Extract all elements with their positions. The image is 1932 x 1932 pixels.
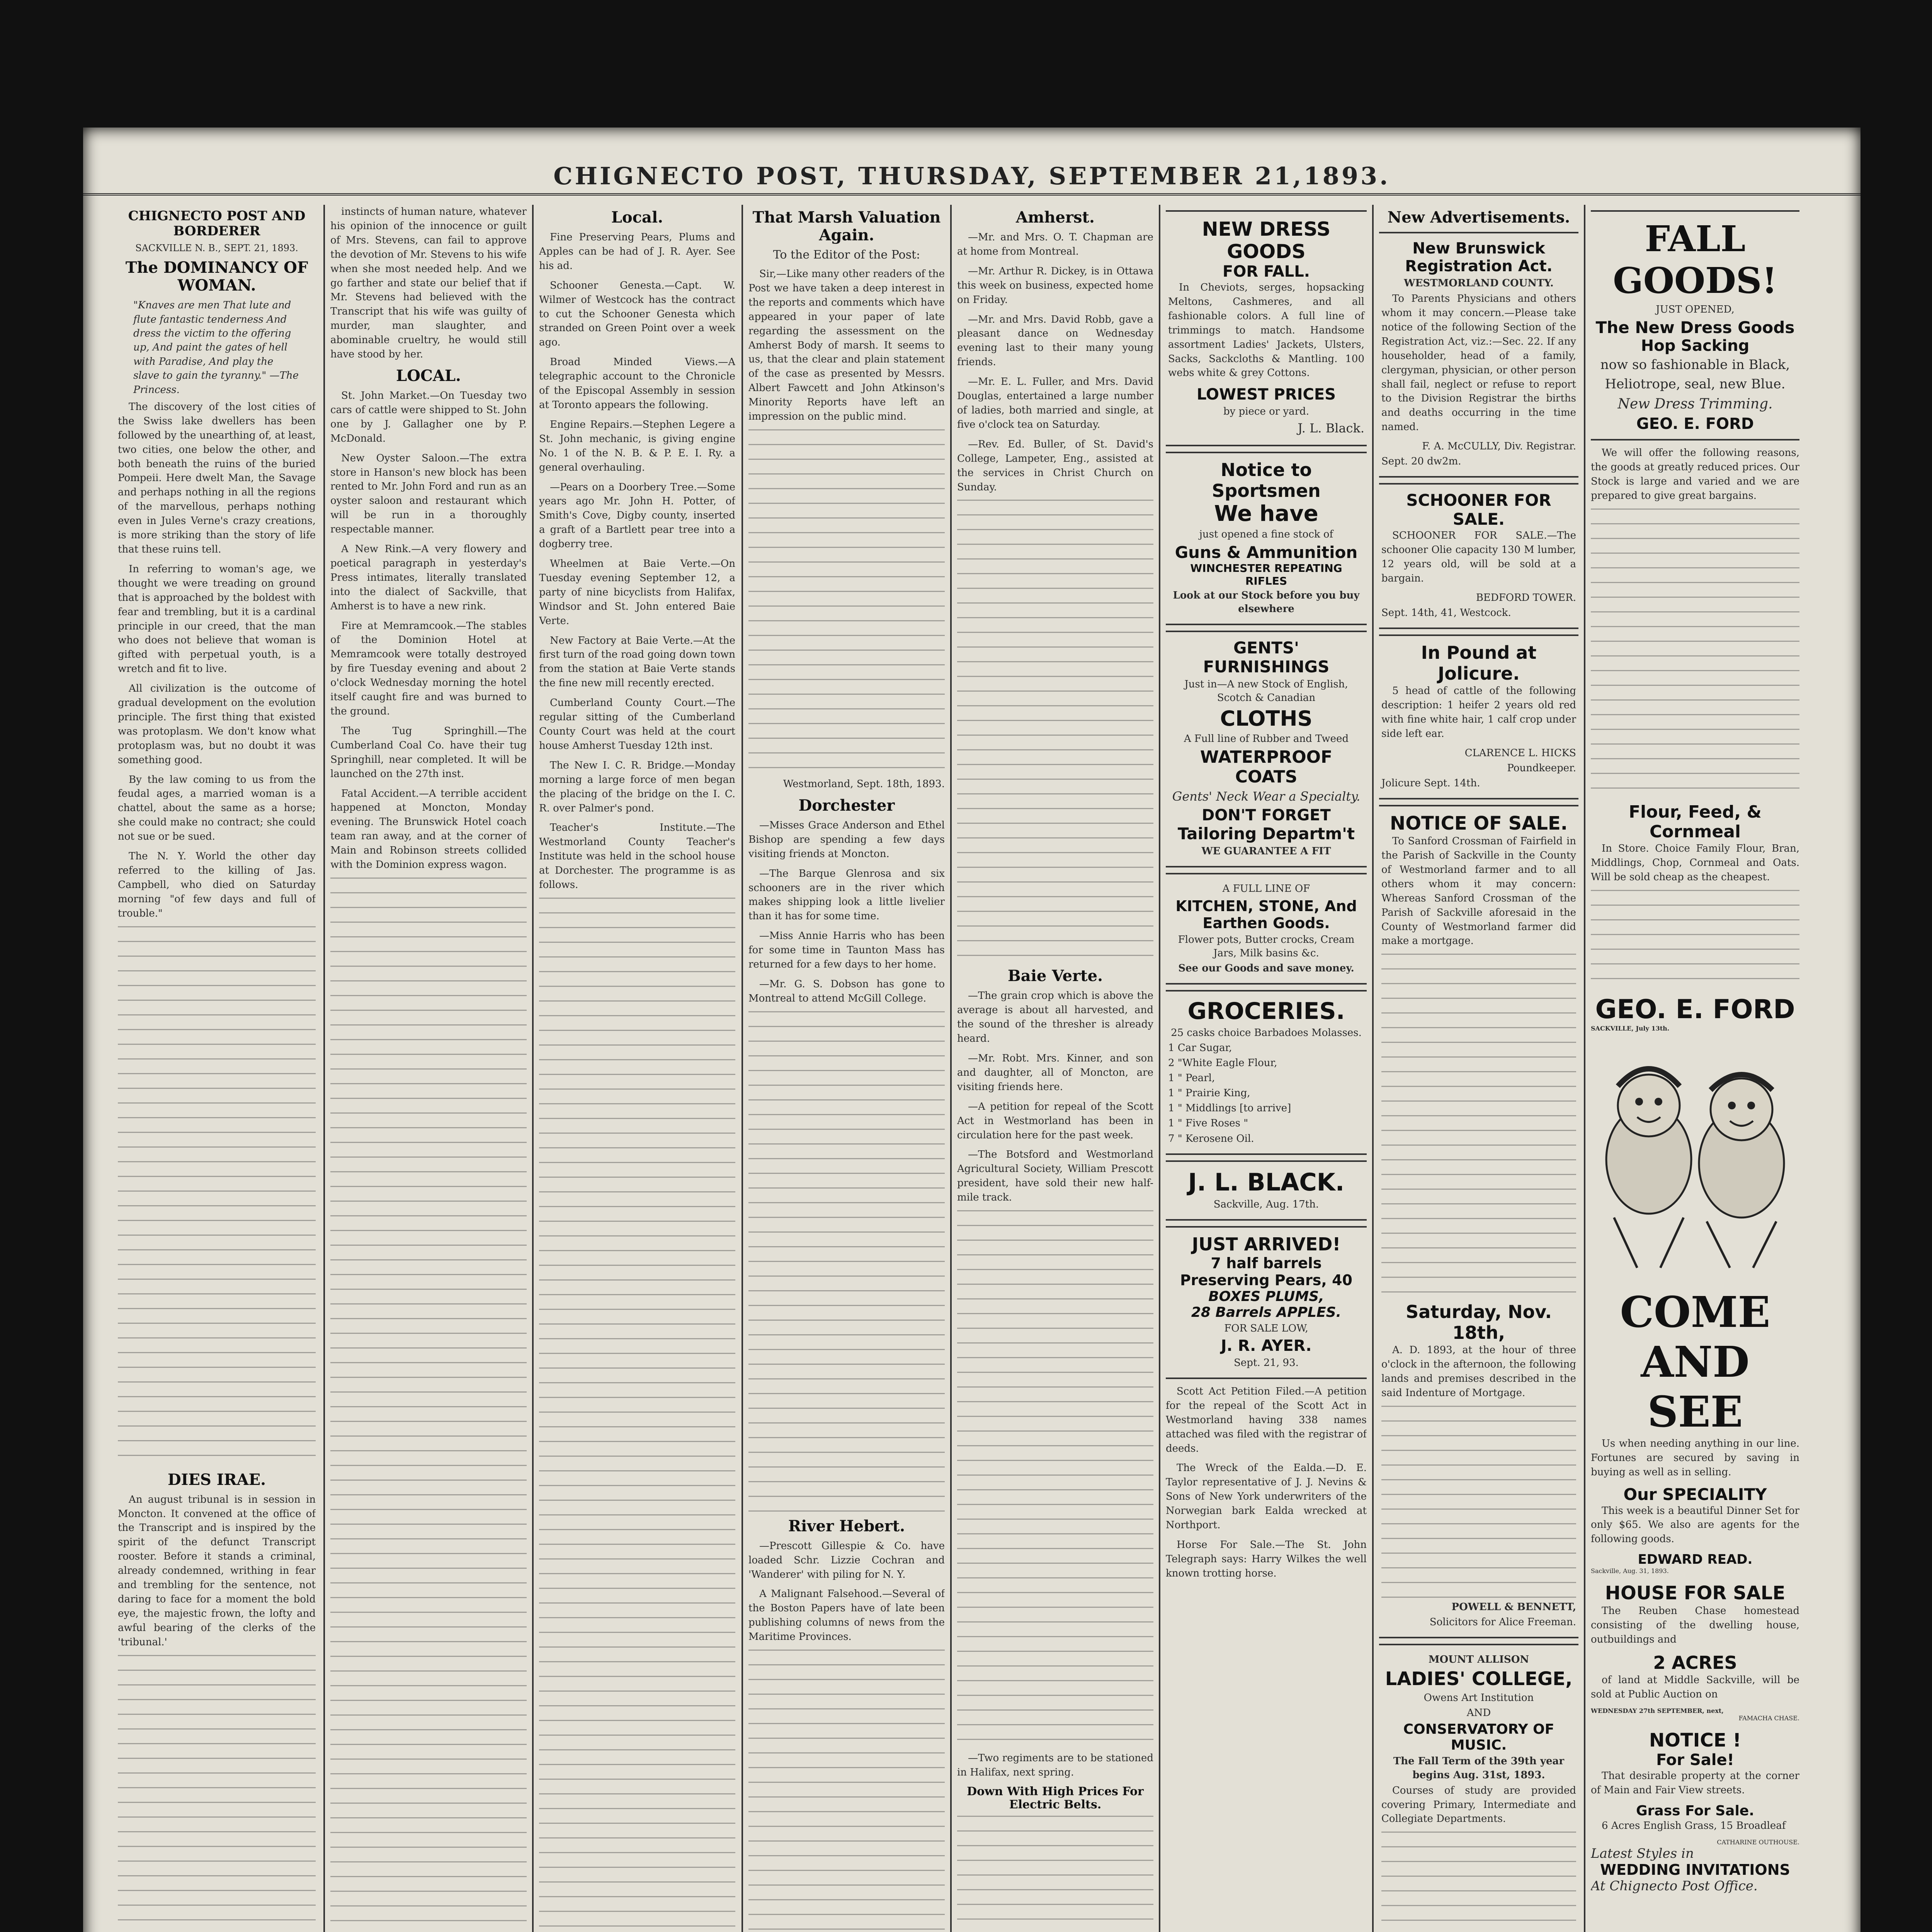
- ad-title: HOUSE FOR SALE: [1605, 1582, 1786, 1604]
- local-item: Cumberland County Court.—The regular sitting of the Cumberland County Court was held at the court house Amherst Tuesday 12th inst.: [539, 697, 735, 752]
- ad-title: FOR FALL.: [1223, 263, 1310, 281]
- ad-body: To Sanford Crossman of Fairfield in the Parish of Sackville in the County of Westmorland farmer and to all others whom it may concern: Whereas Sanford Crossman of the Parish of Sackville aforesaid in the County of Westmorland farmer did make a mortgage.: [1381, 835, 1576, 947]
- ad-text: Heliotrope, seal, new Blue.: [1605, 376, 1786, 392]
- text-block: [539, 898, 735, 1932]
- ad-text: Sackville, Aug. 17th.: [1213, 1198, 1319, 1210]
- local-item: —Mr. E. L. Fuller, and Mrs. David Douglas, entertained a large number of ladies, both married and single, at five o'clock tea on Saturday.: [957, 376, 1153, 430]
- local-item: —Mr. and Mrs. O. T. Chapman are at home from Montreal.: [957, 231, 1153, 257]
- local-item: —Two regiments are to be stationed in Halifax, next spring.: [957, 1752, 1153, 1778]
- article-paragraph: instincts of human nature, whatever his opinion of the innocence or guilt of Mrs. Stevens, can fail to approve the devotion of Mr. Stevens to his wife when she most needed help. And we go farther and state our belief that if Mr. Stevens had believed with the Transcript that his wife was guilty of murder, man slaughter, and abominable crueltry, he would still have stood by her.: [330, 206, 527, 361]
- column-5: [957, 205, 1153, 1932]
- ad-signature: POWELL & BENNETT,: [1451, 1601, 1576, 1613]
- ad-signature: CLARENCE L. HICKS: [1464, 747, 1576, 759]
- column-6: [1166, 205, 1367, 1932]
- ad-subtitle: WESTMORLAND COUNTY.: [1404, 277, 1554, 289]
- article-paragraph: In referring to woman's age, we thought we were treading on ground that is approached by the boldest with fear and trembling, but it is a cardinal principle in our creed, that the man who does not believe that woman is gifted with perpetual youth, is a wretch and fit to live.: [118, 563, 316, 675]
- ad-and: AND: [1641, 1337, 1750, 1387]
- local-item: A Malignant Falsehood.—Several of the Boston Papers have of late been publishing columns of news from the Maritime Provinces.: [748, 1588, 945, 1643]
- ad-title: JUST ARRIVED!: [1192, 1233, 1341, 1255]
- masthead: [83, 158, 1861, 196]
- ad-notice-of-sale: [1379, 805, 1578, 1638]
- local-item: Teacher's Institute.—The Westmorland County Teacher's Institute was held in the school house at Dorchester. The programme is as follows.: [539, 822, 735, 891]
- section-heading: Local.: [611, 208, 663, 226]
- ad-date: SACKVILLE, July 13th.: [1591, 1024, 1670, 1032]
- ad-signature: EDWARD READ.: [1638, 1552, 1753, 1568]
- ad-text: FOR SALE LOW,: [1224, 1322, 1308, 1334]
- local-item: The Tug Springhill.—The Cumberland Coal Co. have their tug Springhill, near completed. It will be launched on the 27th inst.: [330, 725, 527, 780]
- ad-sportsmen: [1166, 452, 1367, 625]
- ad-body: This week is a beautiful Dinner Set for only $65. We also are agents for the following goods.: [1591, 1505, 1799, 1545]
- ad-body: In Store. Choice Family Flour, Bran, Middlings, Chop, Cornmeal and Oats. Will be sold cheap as the cheapest.: [1591, 843, 1799, 883]
- ad-dress-goods: [1166, 210, 1367, 446]
- ad-fall-goods: [1591, 210, 1799, 440]
- ad-text: Flower pots, Butter crocks, Cream Jars, Milk basins &c.: [1178, 934, 1355, 959]
- column-rule: [1159, 205, 1160, 1932]
- paper-title: CHIGNECTO POST AND BORDERER: [128, 208, 306, 239]
- ad-date: Sackville, Aug. 31, 1893.: [1591, 1567, 1669, 1575]
- ad-title: WEDDING INVITATIONS: [1600, 1861, 1790, 1878]
- local-item: —Miss Annie Harris who has been for some time in Taunton Mass has returned for a few days to her home.: [748, 930, 945, 971]
- ad-text: just opened a fine stock of: [1199, 528, 1333, 540]
- ad-title: Registration Act.: [1405, 257, 1553, 275]
- ad-text: now so fashionable in Black,: [1600, 357, 1790, 373]
- local-item: —Mr. Robt. Mrs. Kinner, and son and daughter, all of Moncton, are visiting friends here.: [957, 1053, 1153, 1093]
- ad-body: A. D. 1893, at the hour of three o'clock in the afternoon, the following lands and premises described in the said Indenture of Mortgage.: [1381, 1344, 1576, 1399]
- ad-text: The New Dress Goods: [1595, 318, 1795, 337]
- ad-signature: Poundkeeper.: [1507, 762, 1576, 774]
- ad-body: Us when needing anything in our line. Fortunes are secured by saving in buying as well as in selling.: [1591, 1437, 1799, 1478]
- ad-text: WATERPROOF COATS: [1200, 747, 1333, 787]
- ad-title: Our SPECIALITY: [1623, 1485, 1767, 1504]
- ad-pound: [1379, 634, 1578, 799]
- letter-salutation: To the Editor of the Post:: [773, 248, 920, 262]
- text-block: [118, 926, 316, 1467]
- text-block: [1381, 1406, 1576, 1599]
- ad-signature: GEO. E. FORD: [1636, 415, 1754, 433]
- ad-signature: Solicitors for Alice Freeman.: [1429, 1616, 1576, 1628]
- ad-text: AND: [1466, 1707, 1491, 1719]
- ad-title: New Brunswick: [1412, 240, 1545, 257]
- text-block: [1591, 509, 1799, 802]
- ad-text: Owens Art Institution: [1423, 1692, 1534, 1704]
- column-rule: [532, 205, 534, 1932]
- text-block: [1381, 954, 1576, 1301]
- ad-kitchen-goods: [1166, 873, 1367, 984]
- local-item: A New Rink.—A very flowery and poetical paragraph in yesterday's Press intimates, literally translated into the dialect of Sackville, that Amherst is to have a new rink.: [330, 543, 527, 612]
- ad-text: Just in—A new Stock of English, Scotch & Canadian: [1184, 678, 1348, 704]
- ad-registration-act: [1379, 232, 1578, 478]
- ad-text: Hop Sacking: [1641, 337, 1750, 355]
- local-item: Fine Preserving Pears, Plums and Apples can be had of J. R. Ayer. See his ad.: [539, 231, 735, 272]
- ad-signature: F. A. McCULLY, Div. Registrar.: [1422, 440, 1576, 452]
- local-item: —Mr. G. S. Dobson has gone to Montreal to attend McGill College.: [748, 978, 945, 1004]
- text-block: [748, 1011, 945, 1514]
- letter-dateline: Westmorland, Sept. 18th, 1893.: [783, 778, 945, 790]
- ad-text: 2 ACRES: [1653, 1652, 1737, 1673]
- ad-body: To Parents Physicians and others whom it may concern.—Please take notice of the following Section of the Registration Act, viz.:—Sec. 22. If any householder, head of a family, clergyman, physician, or other person shall fail, neglect or refuse to report to the Division Registrar the births and deaths occurring in the time named.: [1381, 293, 1576, 433]
- ad-title: LADIES' COLLEGE,: [1385, 1668, 1573, 1690]
- text-block: [1381, 1832, 1576, 1932]
- text-block: [957, 500, 1153, 963]
- ad-title: Flour, Feed, & Cornmeal: [1629, 802, 1762, 842]
- text-block: [957, 1210, 1153, 1751]
- local-item: —The Barque Glenrosa and six schooners are in the river which makes shipping look a little livelier than it has for some time.: [748, 867, 945, 922]
- ad-title: Notice to Sportsmen: [1212, 459, 1321, 501]
- ad-list-item: 1 " Middlings [to arrive]: [1168, 1102, 1291, 1114]
- local-item: —The grain crop which is above the average is about all harvested, and the sound of the thresher is already heard.: [957, 990, 1153, 1045]
- local-item: —Mr. Arthur R. Dickey, is in Ottawa this week on business, expected home on Friday.: [957, 265, 1153, 306]
- ad-text: 28 Barrels APPLES.: [1191, 1304, 1342, 1320]
- local-item: Schooner Genesta.—Capt. W. Wilmer of Westcock has the contract to cut the Schooner Genesta which stranded on Green Point over a week ago.: [539, 279, 735, 349]
- ad-text: New Dress Trimming.: [1617, 396, 1773, 412]
- ad-text: A Full line of Rubber and Tweed: [1184, 733, 1349, 745]
- ad-date: Sept. 21, 93.: [1234, 1357, 1299, 1369]
- text-block: [118, 1655, 316, 1932]
- ad-body: That desirable property at the corner of Main and Fair View streets.: [1591, 1770, 1799, 1796]
- article-heading: That Marsh Valuation Again.: [752, 208, 941, 244]
- ad-body: 5 head of cattle of the following description: 1 heifer 2 years old red with fine white hair, 1 calf crop under side left ear.: [1381, 685, 1576, 740]
- ford-logo: GEO. E. FORD: [1595, 994, 1795, 1025]
- ad-text: KITCHEN, STONE, And Earthen Goods.: [1175, 897, 1357, 932]
- ad-come: COME: [1620, 1287, 1770, 1337]
- section-heading: LOCAL.: [396, 366, 461, 385]
- ad-list-item: 1 " Pearl,: [1168, 1072, 1215, 1084]
- ad-signature: FAMACHA CHASE.: [1738, 1714, 1799, 1722]
- local-item: Horse For Sale.—The St. John Telegraph says: Harry Wilkes the well known trotting horse.: [1166, 1539, 1367, 1579]
- masthead-title: CHIGNECTO POST, THURSDAY, SEPTEMBER 21,1893.: [553, 162, 1390, 190]
- text-block: [1591, 890, 1799, 990]
- column-2: [330, 205, 527, 1932]
- local-item: New Oyster Saloon.—The extra store in Hanson's new block has been rented to Mr. John Ford and run as an oyster saloon and restaurant which will be run in a thoroughly respectable manner.: [330, 452, 527, 536]
- column-rule: [742, 205, 743, 1932]
- column-1: [118, 205, 316, 1932]
- column-7: [1379, 205, 1578, 1932]
- article-paragraph: By the law coming to us from the feudal ages, a married woman is a chattel, about the same as a horse; she could make no contract; she could not sue or be sued.: [118, 774, 316, 843]
- column-rule: [1372, 205, 1374, 1932]
- ad-text: DON'T FORGET: [1202, 806, 1331, 825]
- ad-text: Latest Styles in: [1591, 1845, 1694, 1861]
- ad-tagline: LOWEST PRICES: [1196, 386, 1336, 404]
- ad-text: At Chignecto Post Office.: [1591, 1878, 1758, 1894]
- article-paragraph: All civilization is the outcome of gradual development on the evolution principle. The first thing that existed was protoplasm. We don't know what protoplasm was, but no doubt it was something good.: [118, 683, 316, 766]
- column-3: [539, 205, 735, 1932]
- ad-schooner: [1379, 483, 1578, 629]
- local-item: —A petition for repeal of the Scott Act in Westmorland has been in circulation here for the past week.: [957, 1100, 1153, 1141]
- ad-text: WEDNESDAY 27th SEPTEMBER, next,: [1591, 1707, 1724, 1714]
- ad-body: of land at Middle Sackville, will be sold at Public Auction on: [1591, 1674, 1799, 1700]
- section-heading: Baie Verte.: [1007, 967, 1103, 985]
- ad-signature: BEDFORD TOWER.: [1476, 592, 1576, 604]
- ad-title: GENTS' FURNISHINGS: [1203, 638, 1330, 676]
- article-heading: DIES IRAE.: [167, 1470, 266, 1489]
- local-item: The Wreck of the Ealda.—D. E. Taylor representative of J. J. Nevins & Sons of New York underwriters of the Norwegian bark Ealda wrecked at Northport.: [1166, 1462, 1367, 1531]
- local-item: Engine Repairs.—Stephen Legere a St. John mechanic, is giving engine No. 1 of the N. B. & P. E. I. Ry. a general overhauling.: [539, 418, 735, 473]
- ad-groceries: [1166, 990, 1367, 1155]
- ad-title: J. L. BLACK.: [1188, 1168, 1345, 1196]
- local-item: —Misses Grace Anderson and Ethel Bishop are spending a few days visiting friends at Moncton.: [748, 819, 945, 860]
- ad-date: Jolicure Sept. 14th.: [1381, 777, 1480, 789]
- ad-title: For Sale!: [1656, 1751, 1734, 1769]
- section-heading: Dorchester: [798, 796, 895, 815]
- ad-title: NOTICE OF SALE.: [1390, 813, 1568, 835]
- local-item: St. John Market.—On Tuesday two cars of cattle were shipped to St. John one by J. Gallagher one by P. McDonald.: [330, 389, 527, 444]
- ad-list-item: 1 Car Sugar,: [1168, 1042, 1232, 1054]
- ad-body: SCHOONER FOR SALE.—The schooner Olie capacity 130 M lumber, 12 years old, will be sold at a bargain.: [1381, 530, 1576, 585]
- newspaper-page: [83, 128, 1861, 1932]
- article-heading: The DOMINANCY OF WOMAN.: [125, 259, 308, 295]
- ad-list-item: 2 "White Eagle Flour,: [1168, 1057, 1277, 1069]
- local-item: Wheelmen at Baie Verte.—On Tuesday evening September 12, a party of nine bicyclists from Halifax, Windsor and St. John entered Baie Verte.: [539, 558, 735, 627]
- text-block: [957, 1816, 1153, 1932]
- ad-text: Look at our Stock before you buy elsewhere: [1173, 589, 1360, 615]
- ad-text: CLOTHS: [1220, 706, 1313, 731]
- local-item: Fatal Accident.—A terrible accident happened at Moncton, Monday evening. The Brunswick Hotel coach team ran away, and at the corner of Main and Robinson streets collided with the Dominion express wagon.: [330, 787, 527, 871]
- local-item: —Mr. and Mrs. David Robb, gave a pleasant dance on Wednesday evening last to their many young friends.: [957, 313, 1153, 368]
- ad-just-arrived: [1166, 1226, 1367, 1379]
- ad-gents-furnishings: [1166, 631, 1367, 868]
- ad-signature: J. L. Black.: [1298, 421, 1364, 436]
- ad-title: Saturday, Nov. 18th,: [1406, 1301, 1552, 1344]
- local-item: —The Botsford and Westmorland Agricultural Society, William Prescott president, have sold their new half-mile track.: [957, 1149, 1153, 1204]
- illustration-figures: [1591, 1036, 1799, 1283]
- ad-title: Grass For Sale.: [1636, 1803, 1754, 1819]
- section-heading: New Advertisements.: [1387, 208, 1570, 226]
- ad-text: 25 casks choice Barbadoes Molasses.: [1171, 1027, 1362, 1039]
- local-item: Fire at Memramcook.—The stables of the Dominion Hotel at Memramcook were totally destroyed by fire Tuesday evening and about 2 o'clock Wednesday morning the hotel itself caught fire and was burned to the ground.: [330, 620, 527, 717]
- local-item: Broad Minded Views.—A telegraphic account to the Chronicle of the Episcopal Assembly in session at Toronto appears the following.: [539, 356, 735, 411]
- ad-body: The Reuben Chase homestead consisting of the dwelling house, outbuildings and: [1591, 1605, 1799, 1646]
- ad-text: Guns & Ammunition: [1175, 543, 1358, 562]
- ad-date: Sept. 14th, 41, Westcock.: [1381, 607, 1511, 619]
- article-paragraph: The discovery of the lost cities of the Swiss lake dwellers has been followed by the unearthing of, at least, two cities, one below the other, and both beneath the ruins of the buried Pompeii. Here dwelt Man, the Savage and perhaps nothing in all the regions of the marvellous, perhaps nothing even in Jules Verne's crazy creations, is more striking than the story of life that these ruins tell.: [118, 401, 316, 555]
- ad-text: WINCHESTER REPEATING RIFLES: [1190, 561, 1342, 587]
- ad-text: The Fall Term of the 39th year begins Aug. 31st, 1893.: [1393, 1755, 1565, 1781]
- column-rule: [950, 205, 952, 1932]
- ad-text: WE GUARANTEE A FIT: [1201, 845, 1331, 857]
- ad-list-item: 1 " Five Roses ": [1168, 1117, 1248, 1129]
- column-rule: [323, 205, 325, 1932]
- ad-title: SCHOONER FOR SALE.: [1406, 491, 1551, 529]
- ad-text: JUST OPENED,: [1656, 304, 1735, 315]
- ad-text: A FULL LINE OF: [1222, 883, 1310, 895]
- ad-signature: CATHARINE OUTHOUSE.: [1717, 1838, 1799, 1846]
- ad-date: Sept. 20 dw2m.: [1381, 456, 1461, 468]
- dateline: SACKVILLE N. B., SEPT. 21, 1893.: [135, 243, 298, 254]
- ad-text: 7 half barrels Preserving Pears, 40: [1180, 1254, 1352, 1289]
- ad-title: FALL GOODS!: [1613, 218, 1777, 301]
- ad-body: Courses of study are provided covering Primary, Intermediate and Collegiate Departments.: [1381, 1784, 1576, 1825]
- ad-body: In Cheviots, serges, hopsacking Meltons, Cashmeres, and all fashionable colors. A full line of trimmings to match. Handsome assortment Ladies' Jackets, Ulsters, Sacks, Sackcloths & Mantling. 100 webs white & grey Cottons.: [1168, 282, 1364, 379]
- ad-see: SEE: [1647, 1386, 1743, 1437]
- column-8: [1591, 205, 1799, 1932]
- text-block: [748, 1650, 945, 1932]
- ad-text: Tailoring Departm't: [1177, 824, 1355, 844]
- ad-jl-black: [1166, 1160, 1367, 1221]
- text-block: [748, 429, 945, 777]
- ad-signature: J. R. AYER.: [1221, 1337, 1312, 1355]
- ad-body: We will offer the following reasons, the goods at greatly reduced prices. Our Stock is large and varied and we are prepared to give great bargains.: [1591, 447, 1799, 502]
- ad-text: CONSERVATORY OF MUSIC.: [1403, 1721, 1554, 1753]
- ad-text: BOXES PLUMS,: [1208, 1288, 1324, 1304]
- ad-list-item: 7 " Kerosene Oil.: [1168, 1133, 1254, 1145]
- ad-text: MOUNT ALLISON: [1428, 1654, 1529, 1666]
- text-block: [330, 878, 527, 1932]
- ad-heading: Down With High Prices For Electric Belts.: [967, 1784, 1144, 1812]
- ad-body: 6 Acres English Grass, 15 Broadleaf: [1602, 1820, 1786, 1832]
- ad-text: by piece or yard.: [1223, 406, 1310, 418]
- ad-text: See our Goods and save money.: [1178, 962, 1354, 974]
- ad-list-item: 1 " Prairie King,: [1168, 1087, 1250, 1099]
- ad-title: NOTICE !: [1649, 1729, 1742, 1751]
- local-item: The New I. C. R. Bridge.—Monday morning a large force of men began the placing of the bridge on the I. C. R. over Palmer's pond.: [539, 759, 735, 814]
- ad-text: We have: [1214, 501, 1318, 526]
- article-paragraph: Sir,—Like many other readers of the Post we have taken a deep interest in the reports and comments which have appeared in your paper of late regarding the assessment on the Amherst Body of marsh. It seems to us, that the clear and plain statement of the case as presented by Messrs. Albert Fawcett and John Atkinson's Minority Reports have left an impression on the public mind.: [748, 268, 945, 423]
- section-heading: River Hebert.: [788, 1517, 905, 1535]
- epigraph: "Knaves are men That lute and flute fantastic tenderness And dress the victim to the offering up, And paint the gates of hell with Paradise, And play the slave to gain the tyranny." —The Princess.: [133, 299, 299, 396]
- local-item: —Rev. Ed. Buller, of St. David's College, Lampeter, Eng., assisted at the services in Christ Church on Sunday.: [957, 438, 1153, 493]
- column-rule: [1584, 205, 1585, 1932]
- ad-text: Gents' Neck Wear a Specialty.: [1172, 789, 1361, 804]
- local-item: Scott Act Petition Filed.—A petition for the repeal of the Scott Act in Westmorland having 338 names attached was filed with the registrar of deeds.: [1166, 1385, 1367, 1454]
- local-item: New Factory at Baie Verte.—At the first turn of the road going down town from the station at Baie Verte stands the fine new mill recently erected.: [539, 634, 735, 689]
- ad-title: GROCERIES.: [1187, 997, 1345, 1025]
- ad-title: In Pound at Jolicure.: [1421, 642, 1537, 684]
- local-item: —Pears on a Doorbery Tree.—Some years ago Mr. John H. Potter, of Smith's Cove, Digby county, inserted a graft of a Bartlett pear tree into a dogberry tree.: [539, 481, 735, 550]
- local-item: —Prescott Gillespie & Co. have loaded Schr. Lizzie Cochran and 'Wanderer' with piling for N. Y.: [748, 1540, 945, 1580]
- ad-ladies-college: [1379, 1644, 1578, 1932]
- section-heading: Amherst.: [1016, 208, 1095, 226]
- article-paragraph: The N. Y. World the other day referred to the killing of Jas. Campbell, who died on Saturday morning "of few days and full of trouble.": [118, 850, 316, 919]
- column-4: [748, 205, 945, 1932]
- article-paragraph: An august tribunal is in session in Moncton. It convened at the office of the Transcript and is inspired by the spirit of the defunct Transcript rooster. Before it stands a criminal, already condemned, writhing in fear and trembling for the sentence, not daring to face for a moment the bold eye, the majestic frown, the lofty and awful bearing of the clerks of the 'tribunal.': [118, 1493, 316, 1648]
- ad-title: NEW DRESS GOODS: [1202, 218, 1331, 263]
